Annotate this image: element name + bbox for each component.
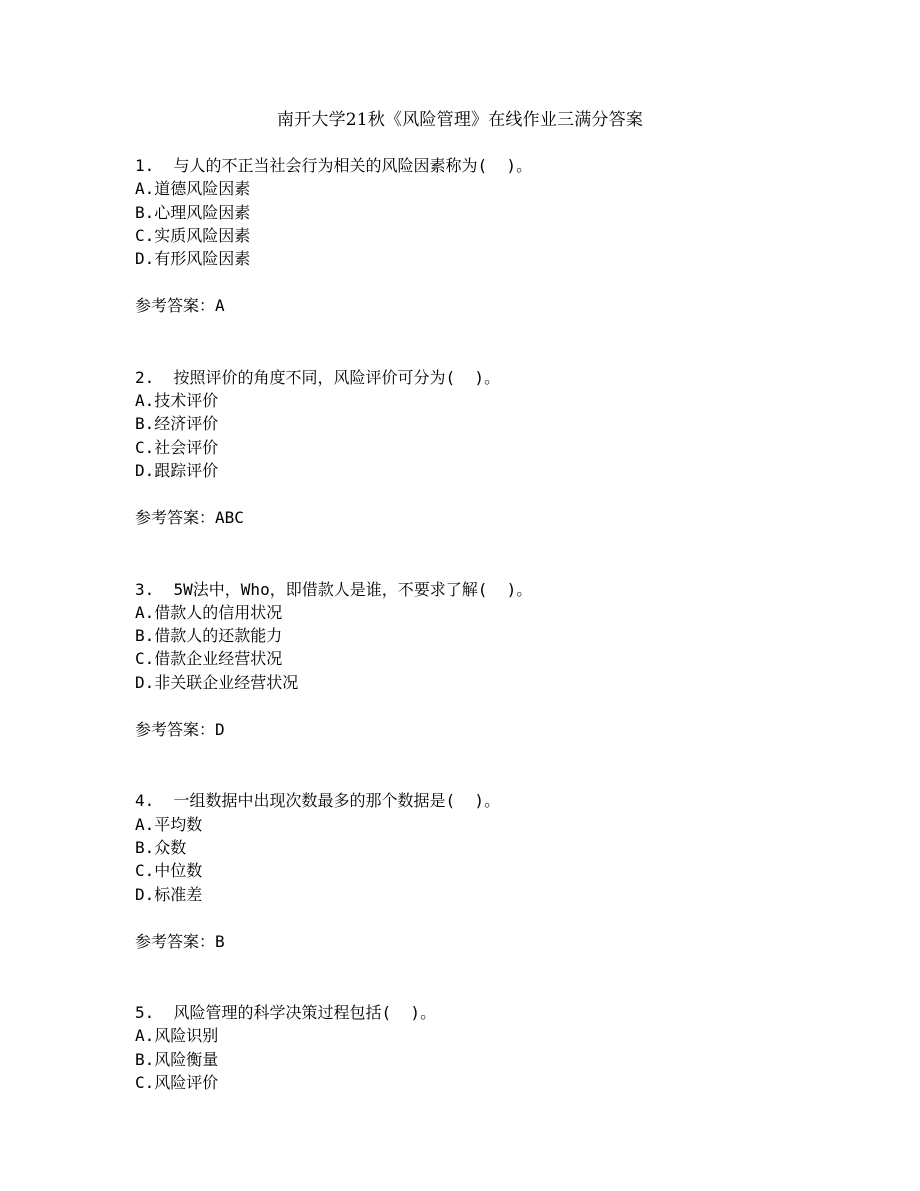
reference-answer: 参考答案：D: [135, 720, 225, 740]
option-d: D.非关联企业经营状况: [135, 672, 299, 692]
option-a: A.平均数: [135, 814, 203, 834]
option-b: B.风险衡量: [135, 1049, 219, 1069]
question-2: [135, 366, 835, 530]
question-text: 风险管理的科学决策过程包括( )。: [173, 1003, 437, 1023]
reference-answer: 参考答案：A: [135, 296, 225, 316]
option-a: A.风险识别: [135, 1026, 219, 1046]
question-text: 按照评价的角度不同，风险评价可分为( )。: [173, 367, 501, 387]
option-a: A.技术评价: [135, 391, 219, 411]
option-d: D.跟踪评价: [135, 460, 219, 480]
option-b: B.众数: [135, 837, 187, 857]
question-stem: [135, 1001, 835, 1024]
question-5: [135, 1001, 835, 1094]
option-c: C.社会评价: [135, 437, 219, 457]
question-stem: [135, 154, 835, 177]
option-c: C.实质风险因素: [135, 225, 251, 245]
question-number: 4.: [135, 791, 155, 811]
reference-answer: 参考答案：ABC: [135, 508, 244, 528]
option-b: B.经济评价: [135, 414, 219, 434]
question-stem: [135, 789, 835, 812]
reference-answer: 参考答案：B: [135, 931, 225, 951]
option-d: D.有形风险因素: [135, 249, 251, 269]
question-number: 2.: [135, 367, 155, 387]
question-number: 5.: [135, 1003, 155, 1023]
document-title: 南开大学21秋《风险管理》在线作业三满分答案: [276, 110, 644, 130]
option-d: D.标准差: [135, 884, 203, 904]
option-c: C.借款企业经营状况: [135, 649, 283, 669]
question-text: 一组数据中出现次数最多的那个数据是( )。: [173, 791, 501, 811]
question-1: [135, 154, 835, 318]
option-b: B.借款人的还款能力: [135, 626, 283, 646]
question-text: 5W法中，Who，即借款人是谁，不要求了解( )。: [173, 579, 533, 599]
question-stem: [135, 578, 835, 601]
question-text: 与人的不正当社会行为相关的风险因素称为( )。: [173, 156, 533, 175]
option-c: C.中位数: [135, 861, 203, 881]
question-stem: [135, 366, 835, 389]
question-4: [135, 789, 835, 953]
option-a: A.借款人的信用状况: [135, 602, 283, 622]
question-list: [135, 154, 835, 1142]
option-a: A.道德风险因素: [135, 179, 251, 199]
question-number: 1.: [135, 156, 155, 175]
option-b: B.心理风险因素: [135, 202, 251, 222]
question-3: [135, 578, 835, 742]
question-number: 3.: [135, 579, 155, 599]
option-c: C.风险评价: [135, 1073, 219, 1093]
